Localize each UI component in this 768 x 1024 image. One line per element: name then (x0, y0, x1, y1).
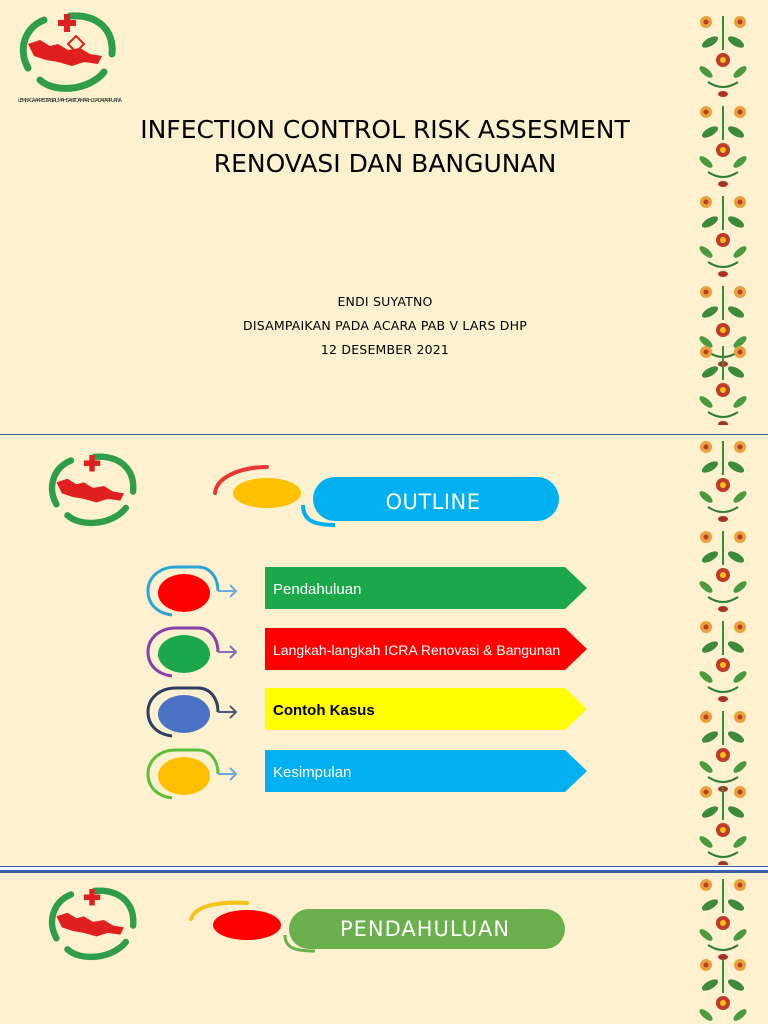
pendahuluan-heading: PENDAHULUAN (339, 917, 511, 941)
outline-item-pendahuluan[interactable]: Pendahuluan (273, 580, 362, 598)
floral-border-icon (688, 435, 758, 865)
outline-marker-1 (146, 563, 246, 619)
outline-marker-2 (146, 624, 246, 680)
outline-heading: OUTLINE (385, 490, 481, 514)
outline-item-langkah-icra[interactable]: Langkah-langkah ICRA Renovasi & Bangunan (273, 641, 561, 658)
lars-dhp-logo (40, 451, 145, 543)
outline-slide (0, 434, 768, 867)
lars-dhp-logo (10, 10, 125, 110)
logo-caption: LEMBAGA AKREDITASI RUMAH SAKIT DAMAR HUSADA PARIPURNA (18, 98, 122, 104)
date-line: 12 DESEMBER 2021 (320, 342, 450, 357)
floral-border-icon (688, 10, 758, 425)
title-slide (0, 0, 768, 434)
presentation-meta (130, 290, 640, 362)
outline-marker-4 (146, 746, 246, 802)
intro-slide (0, 870, 768, 1024)
outline-marker-3 (146, 684, 246, 740)
presenter-name: ENDI SUYATNO (337, 294, 433, 309)
floral-border-icon (688, 873, 758, 1024)
title-line-1: INFECTION CONTROL RISK ASSESMENT (140, 115, 630, 144)
outline-item-contoh-kasus[interactable]: Contoh Kasus (273, 701, 375, 719)
outline-item-kesimpulan[interactable]: Kesimpulan (273, 763, 352, 781)
presentation-title (80, 113, 690, 181)
event-line: DISAMPAIKAN PADA ACARA PAB V LARS DHP (243, 318, 527, 333)
title-line-2: RENOVASI DAN BANGUNAN (213, 149, 557, 178)
lars-dhp-logo (40, 885, 145, 977)
